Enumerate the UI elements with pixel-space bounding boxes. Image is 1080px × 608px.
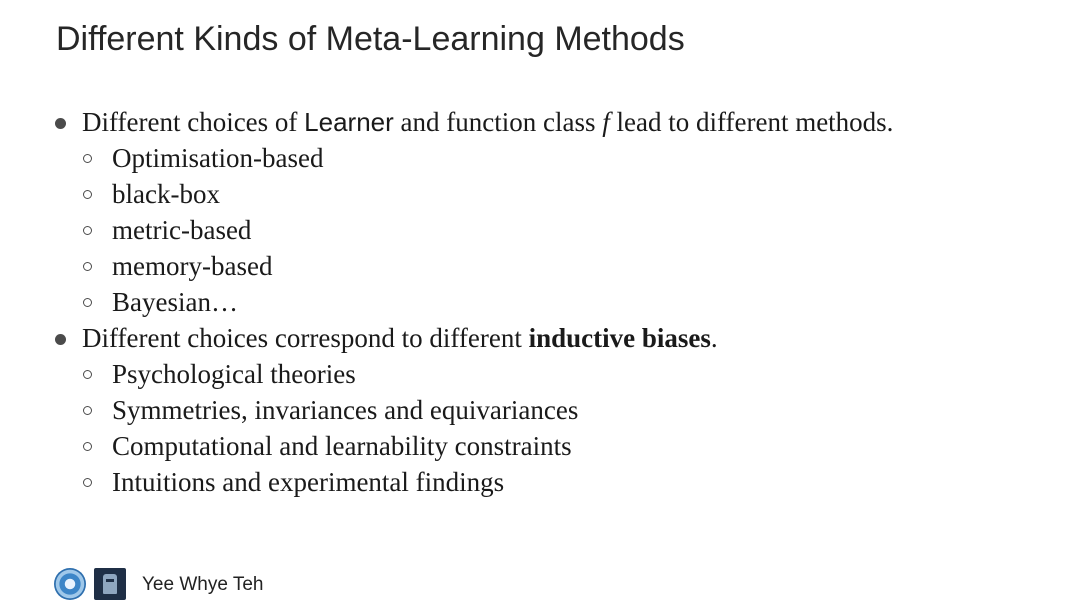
bullet-text-part: lead to different methods. — [609, 107, 894, 137]
subpoint-text: Computational and learnability constraints — [112, 431, 572, 461]
subpoint-text: memory-based — [112, 251, 273, 281]
hollow-bullet-icon — [83, 190, 92, 199]
author-name: Yee Whye Teh — [142, 574, 264, 595]
subpoint-text: black-box — [112, 179, 220, 209]
hollow-bullet-icon — [83, 154, 92, 163]
bullet-text-part: Different choices correspond to different — [82, 323, 529, 353]
circle-logo-icon — [54, 568, 86, 600]
slide-title: Different Kinds of Meta-Learning Methods — [56, 20, 685, 58]
inductive-biases-term: inductive biases — [528, 323, 711, 353]
hollow-bullet-icon — [83, 370, 92, 379]
subpoint-text: Symmetries, invariances and equivariances — [112, 395, 579, 425]
hollow-bullet-icon — [83, 406, 92, 415]
function-class-symbol: f — [602, 107, 610, 137]
subpoint-text: Optimisation-based — [112, 143, 324, 173]
learner-term: Learner — [304, 107, 394, 137]
bullet-text-part: and function class — [393, 107, 603, 137]
robot-avatar-icon — [94, 568, 126, 600]
hollow-bullet-icon — [83, 226, 92, 235]
bullet-text — [82, 104, 893, 140]
subpoint-text: Psychological theories — [112, 359, 356, 389]
subpoint-text: Bayesian… — [112, 287, 238, 317]
filled-bullet-icon — [55, 118, 66, 129]
subpoint-text: Intuitions and experimental findings — [112, 467, 505, 497]
hollow-bullet-icon — [83, 262, 92, 271]
slide-footer — [52, 566, 452, 604]
hollow-bullet-icon — [83, 478, 92, 487]
bullet-text-part: Different choices of — [82, 107, 305, 137]
hollow-bullet-icon — [83, 442, 92, 451]
bullet-text — [82, 320, 718, 356]
subpoint-text: metric-based — [112, 215, 252, 245]
hollow-bullet-icon — [83, 298, 92, 307]
filled-bullet-icon — [55, 334, 66, 345]
bullet-text-part: . — [710, 323, 718, 353]
